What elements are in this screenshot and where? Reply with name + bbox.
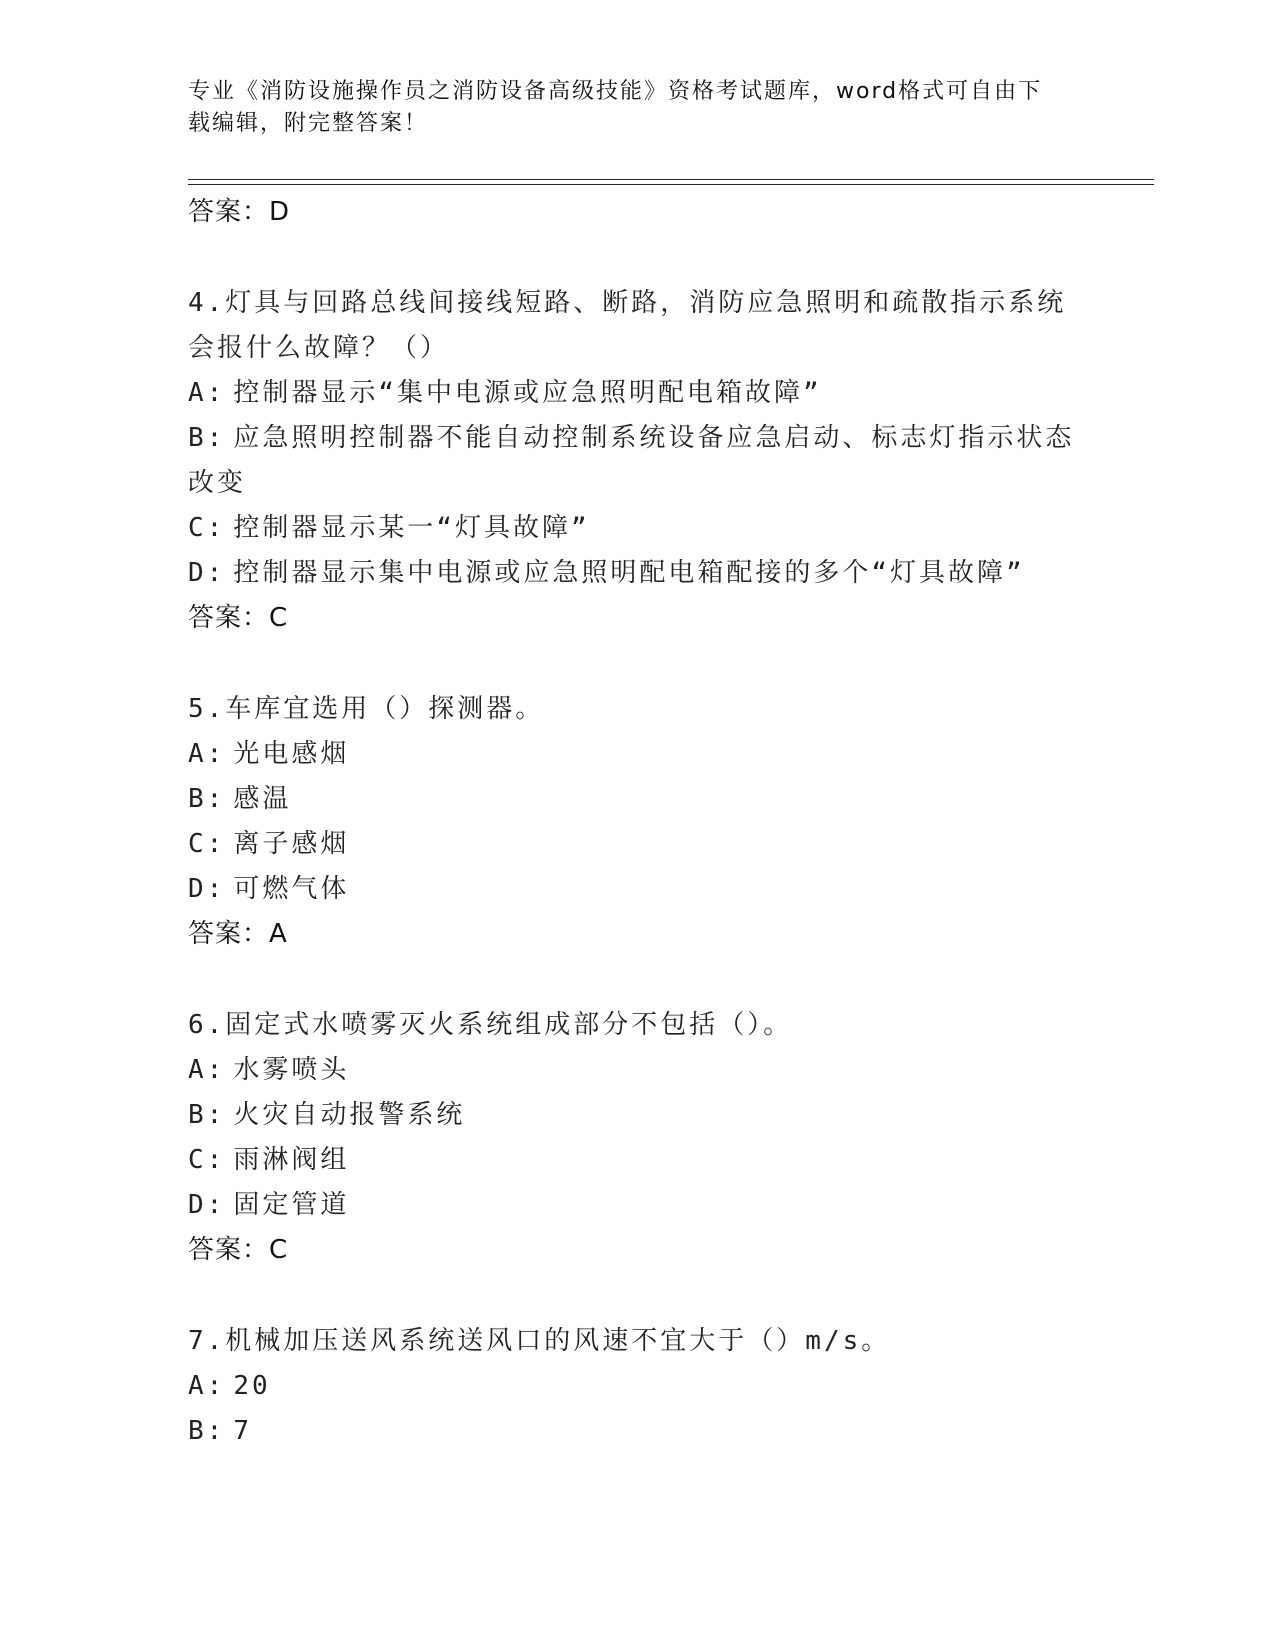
option-text: 火灾自动报警系统	[233, 1100, 466, 1130]
answer-line: 答案：C	[188, 603, 289, 633]
option-text: 20	[233, 1371, 271, 1401]
option-c	[188, 1138, 1088, 1183]
header-line-2: 载编辑，附完整答案！	[188, 111, 429, 136]
option-d	[188, 551, 1088, 596]
option-letter: D:	[188, 874, 226, 904]
option-text: 应急照明控制器不能自动控制系统设备应急启动、标志灯指示状态改变	[188, 423, 1075, 498]
question-block	[188, 687, 1088, 956]
option-text: 7	[233, 1416, 252, 1446]
header-divider-bottom	[188, 184, 1154, 185]
option-c	[188, 822, 1088, 867]
option-letter: A:	[188, 378, 226, 408]
option-letter: B:	[188, 423, 226, 453]
option-text: 控制器显示“集中电源或应急照明配电箱故障”	[233, 378, 822, 408]
option-letter: A:	[188, 1371, 226, 1401]
option-text: 光电感烟	[233, 739, 350, 769]
option-a	[188, 1048, 1088, 1093]
option-a	[188, 732, 1088, 777]
option-text: 控制器显示某一“灯具故障”	[233, 513, 590, 543]
answer-line: 答案：D	[188, 197, 291, 227]
question-stem: 4.灯具与回路总线间接线短路、断路，消防应急照明和疏散指示系统会报什么故障？（）	[188, 288, 1067, 363]
option-letter: C:	[188, 829, 226, 859]
option-letter: D:	[188, 558, 226, 588]
option-letter: B:	[188, 1100, 226, 1130]
option-letter: C:	[188, 1145, 226, 1175]
question-stem: 7.机械加压送风系统送风口的风速不宜大于（）m/s。	[188, 1326, 891, 1356]
question-stem: 5.车库宜选用（）探测器。	[188, 694, 545, 724]
question-block	[188, 1003, 1088, 1272]
option-d	[188, 1183, 1088, 1228]
header-line-1: 专业《消防设施操作员之消防设备高级技能》资格考试题库，word格式可自由下	[188, 79, 1043, 104]
answer-line: 答案：C	[188, 1235, 289, 1265]
document-header	[188, 76, 1088, 140]
option-letter: A:	[188, 1055, 226, 1085]
option-letter: B:	[188, 784, 226, 814]
option-c	[188, 506, 1088, 551]
answer-line: 答案：A	[188, 919, 288, 949]
question-block	[188, 281, 1088, 640]
option-letter: A:	[188, 739, 226, 769]
option-d	[188, 867, 1088, 912]
option-b	[188, 1093, 1088, 1138]
option-a	[188, 1364, 1088, 1409]
option-text: 离子感烟	[233, 829, 350, 859]
question-block	[188, 1319, 1088, 1454]
question-stem: 6.固定式水喷雾灭火系统组成部分不包括（）。	[188, 1010, 793, 1040]
question-list	[188, 190, 1088, 1454]
option-text: 控制器显示集中电源或应急照明配电箱配接的多个“灯具故障”	[233, 558, 1025, 588]
header-divider-top	[188, 179, 1154, 180]
option-b	[188, 777, 1088, 822]
option-letter: B:	[188, 1416, 226, 1446]
option-text: 感温	[233, 784, 292, 814]
option-letter: D:	[188, 1190, 226, 1220]
option-text: 固定管道	[233, 1190, 350, 1220]
option-b	[188, 416, 1088, 506]
option-text: 可燃气体	[233, 874, 350, 904]
option-text: 水雾喷头	[233, 1055, 350, 1085]
option-a	[188, 371, 1088, 416]
option-text: 雨淋阀组	[233, 1145, 350, 1175]
option-letter: C:	[188, 513, 226, 543]
option-b	[188, 1409, 1088, 1454]
